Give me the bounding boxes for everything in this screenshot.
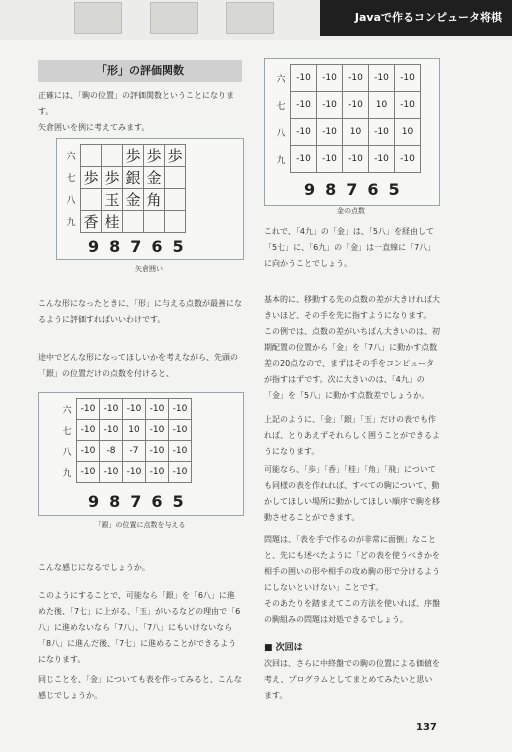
board-cell bbox=[144, 211, 165, 233]
board-cell: -10 bbox=[395, 146, 421, 173]
rank-label: 六 bbox=[62, 405, 72, 416]
left-paragraph-5: こんな感じになるでしょうか。 bbox=[38, 563, 150, 572]
board-cell: 角 bbox=[144, 189, 165, 211]
left-paragraph-6: このようにすることで、可能なら「銀」を「6八」に進めた後、「7七」に上がる、「玉」がいるなどの理由で「6八」に進めないなら「7八」、「7八」にもいけないなら「8八」に進んだ後、「7七」に進めることができるようになります。 bbox=[38, 591, 241, 664]
section-title: 「形」の評価関数 bbox=[38, 60, 242, 82]
rank-label: 七 bbox=[62, 426, 72, 437]
right-paragraph-2: 基本的に、移動する先の点数の差が大きければ大きいほど、その手を先に指すようになります。 bbox=[264, 295, 440, 320]
rank-label: 九 bbox=[276, 155, 286, 166]
rank-label: 九 bbox=[62, 468, 72, 479]
rank-label: 七 bbox=[276, 101, 286, 112]
rank-label: 六 bbox=[276, 74, 286, 85]
board-cell: 玉 bbox=[102, 189, 123, 211]
board-cell: -10 bbox=[100, 462, 123, 483]
rank-label: 八 bbox=[62, 447, 72, 458]
left-paragraph-4: 途中でどんな形になってほしいかを考えながら、先頭の「銀」の位置だけの点数を付けると、 bbox=[38, 353, 238, 378]
board-cell: 歩 bbox=[165, 145, 186, 167]
rank-label: 九 bbox=[66, 218, 76, 228]
rank-label: 八 bbox=[66, 196, 76, 206]
gold-score-board bbox=[272, 64, 421, 173]
header-decoration bbox=[150, 2, 198, 34]
next-body: 次回は、さらに中終盤での駒の位置による価値を考え、プログラムとしてまとめてみたいと思います。 bbox=[264, 659, 440, 700]
board-cell: -10 bbox=[317, 146, 343, 173]
board-cell: 10 bbox=[343, 119, 369, 146]
board-cell: -10 bbox=[77, 441, 100, 462]
left-paragraph-2: 矢倉囲いを例に考えてみます。 bbox=[38, 123, 150, 132]
board-cell: -10 bbox=[317, 65, 343, 92]
board-cell: -10 bbox=[146, 399, 169, 420]
yagura-board bbox=[62, 144, 186, 233]
board-cell: 歩 bbox=[123, 145, 144, 167]
board-row bbox=[58, 441, 192, 462]
board-row bbox=[58, 462, 192, 483]
board-cell: -10 bbox=[169, 441, 192, 462]
board-cell: -10 bbox=[317, 119, 343, 146]
board-caption: 矢倉囲い bbox=[135, 265, 163, 273]
right-paragraph-5: 可能なら、「歩」「香」「桂」「角」「飛」についても同様の表を作れれば、すべての駒について、動かしてほしい場所に動かしてほしい順序で駒を移動させることができます。 bbox=[264, 465, 440, 522]
board-cell: -10 bbox=[291, 119, 317, 146]
board-cell: -10 bbox=[291, 92, 317, 119]
page-header bbox=[0, 0, 512, 40]
rank-label: 八 bbox=[276, 128, 286, 139]
board-cell: -10 bbox=[317, 92, 343, 119]
left-paragraph-1: 正確には、「駒の位置」の評価関数ということになります。 bbox=[38, 91, 234, 116]
header-decoration bbox=[74, 2, 122, 34]
board-cell: -8 bbox=[100, 441, 123, 462]
board-cell bbox=[81, 189, 102, 211]
board-cell: -10 bbox=[123, 399, 146, 420]
page-number: 137 bbox=[416, 722, 437, 733]
board-cell: -10 bbox=[369, 65, 395, 92]
board-row bbox=[58, 420, 192, 441]
board-cell: -10 bbox=[77, 420, 100, 441]
board-cell: 10 bbox=[369, 92, 395, 119]
board-cell bbox=[81, 145, 102, 167]
board-cell: 10 bbox=[123, 420, 146, 441]
board-cell bbox=[102, 145, 123, 167]
left-paragraph-3: こんな形になったときに、「形」に与える点数が最善になるように評価すればいいわけです。 bbox=[38, 299, 242, 324]
board-cell: 香 bbox=[81, 211, 102, 233]
right-paragraph-6: 問題は、「表を手で作るのが非常に面倒」なことと、先にも述べたように「どの表を使うべきかを相手の囲いの形や相手の攻め駒の形で分けるようにしないといけない」ことです。 bbox=[264, 535, 440, 592]
board-cell: -10 bbox=[291, 65, 317, 92]
board-cell: 10 bbox=[395, 119, 421, 146]
board-cell: -10 bbox=[169, 420, 192, 441]
board-cell: 金 bbox=[144, 167, 165, 189]
board-row bbox=[272, 146, 421, 173]
board-cell: -10 bbox=[146, 441, 169, 462]
board-cell: 銀 bbox=[123, 167, 144, 189]
board-cell: -10 bbox=[146, 420, 169, 441]
board-cell: -10 bbox=[369, 119, 395, 146]
board-row bbox=[272, 119, 421, 146]
board-cell: -10 bbox=[343, 146, 369, 173]
right-paragraph-3: この例では、点数の差がいちばん大きいのは、初期配置の位置から「金」を「7八」に動かす点数差の20点なので、まずはその手をコンピュータが指すはずです。次に大きいのは、「4九」の「金」を「5八」に動かす点数差でしょうか。 bbox=[264, 327, 440, 400]
board-row bbox=[272, 65, 421, 92]
right-paragraph-7: そのあたりを踏まえてこの方法を使いれば、序盤の駒組みの問題は対処できるでしょう。 bbox=[264, 599, 440, 624]
board-cell: -10 bbox=[343, 65, 369, 92]
board-cell: 歩 bbox=[102, 167, 123, 189]
board-cell bbox=[165, 167, 186, 189]
silver-score-board bbox=[58, 398, 192, 483]
board-cell: -10 bbox=[169, 399, 192, 420]
board-cell: 歩 bbox=[144, 145, 165, 167]
board-row bbox=[62, 145, 186, 167]
board-caption: 金の点数 bbox=[337, 207, 365, 215]
board-cell: -10 bbox=[369, 146, 395, 173]
board-cell: -10 bbox=[146, 462, 169, 483]
board-row bbox=[62, 167, 186, 189]
rank-label: 七 bbox=[66, 174, 76, 184]
left-paragraph-7: 同じことを、「金」についても表を作ってみると、こんな感じでしょうか。 bbox=[38, 675, 242, 700]
board-row bbox=[272, 92, 421, 119]
board-cell: 桂 bbox=[102, 211, 123, 233]
board-cell: -10 bbox=[395, 92, 421, 119]
board-cell: -10 bbox=[343, 92, 369, 119]
board-cell: -10 bbox=[123, 462, 146, 483]
board-cell: -10 bbox=[291, 146, 317, 173]
board-row bbox=[58, 399, 192, 420]
file-numbers: 98765 bbox=[88, 492, 194, 511]
next-heading: ■ 次回は bbox=[264, 643, 303, 653]
file-numbers: 98765 bbox=[304, 180, 410, 199]
header-decoration bbox=[226, 2, 274, 34]
board-row bbox=[62, 211, 186, 233]
board-cell: -10 bbox=[100, 420, 123, 441]
board-row bbox=[62, 189, 186, 211]
board-cell: 歩 bbox=[81, 167, 102, 189]
series-title: Javaで作るコンピュータ将棋 bbox=[320, 0, 512, 36]
right-paragraph-1: これで、「4九」の「金」は、「5八」を経由して「5七」に、「6九」の「金」は一直線に「7八」に向かうことでしょう。 bbox=[264, 227, 436, 268]
board-cell: 金 bbox=[123, 189, 144, 211]
board-caption: 「銀」の位置に点数を与える bbox=[94, 521, 186, 529]
board-cell: -10 bbox=[77, 399, 100, 420]
board-cell: -7 bbox=[123, 441, 146, 462]
board-cell bbox=[123, 211, 144, 233]
board-cell: -10 bbox=[100, 399, 123, 420]
file-numbers: 98765 bbox=[88, 237, 194, 256]
right-paragraph-4: 上記のように、「金」「銀」「玉」だけの表でも作れば、とりあえずそれらしく囲うことができるようになります。 bbox=[264, 415, 440, 456]
board-cell bbox=[165, 211, 186, 233]
rank-label: 六 bbox=[66, 152, 76, 162]
board-cell: -10 bbox=[169, 462, 192, 483]
board-cell: -10 bbox=[395, 65, 421, 92]
board-cell bbox=[165, 189, 186, 211]
board-cell: -10 bbox=[77, 462, 100, 483]
